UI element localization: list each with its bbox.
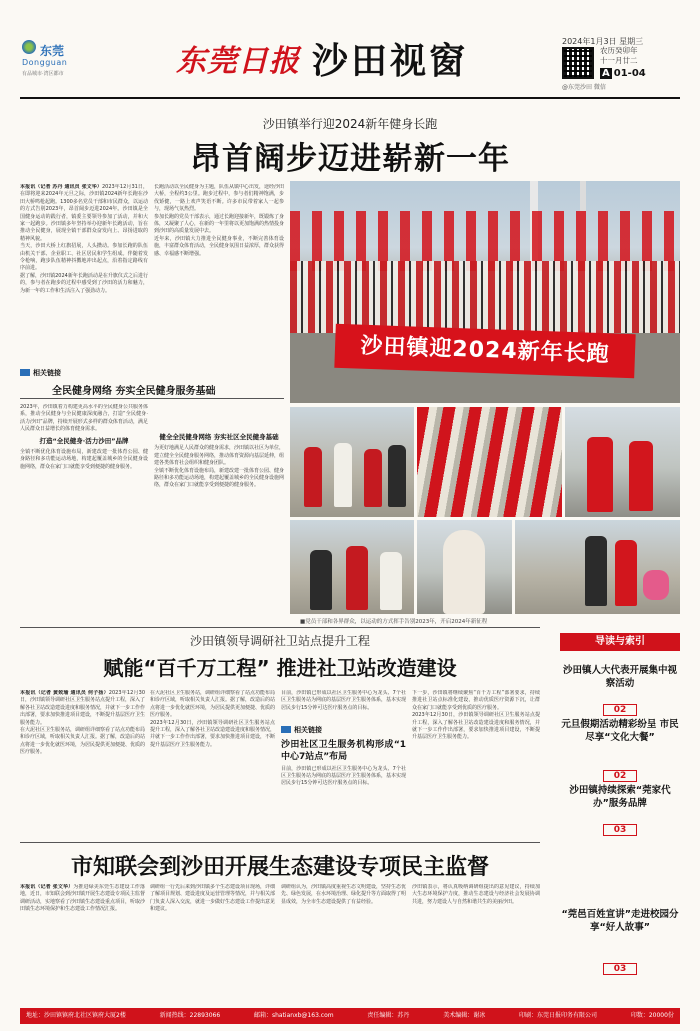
sidebar-item-3[interactable]: 沙田镇持续探索“莞家代办”服务品牌: [569, 785, 671, 809]
edition-pages: 01-04: [613, 68, 646, 79]
sidebar-page-3[interactable]: [560, 817, 680, 836]
section2-text-3b: 目前，沙田镇已形成以社区卫生服务中心为龙头、7个社区卫生服务站为网底的基层医疗卫生服务体系，基本实现居民步行15分钟可达医疗服务点的目标。: [281, 765, 406, 787]
section2-byline: 本报讯（记者 黄致瑜 通讯员 何子扬）: [20, 690, 109, 696]
tag-marker-icon: [281, 726, 291, 733]
section2-text-4b: 2023年12月30日，沙田镇领导调研社区卫生服务站点提升工程，深入了解各社卫站改造建设进度和服务情况，并就下一步工作作出部署，要求加快推进项目建设，不断提升基层医疗卫生服务能力。: [412, 712, 540, 741]
runner-figure: [615, 540, 637, 606]
section2-kicker: 沙田镇领导调研社卫站点提升工程: [189, 634, 370, 648]
photo-stroller-runners: [515, 520, 680, 614]
logo-en: Dongguan: [22, 58, 68, 67]
sidebar-page-2[interactable]: [560, 763, 680, 782]
runner-figure: [443, 530, 485, 614]
section2-column-3: [281, 690, 406, 830]
runner-figure: [380, 552, 402, 610]
section2-subhead: 沙田社区卫生服务机构形成“1中心7站点”布局: [281, 739, 406, 762]
sidebar-page-1[interactable]: [560, 697, 680, 716]
lunar-day: 十一月廿二: [600, 56, 638, 65]
lead-photo: [290, 181, 680, 403]
section2-text-1: 2023年12月30日，沙田镇领导调研社区卫生服务站点提升工程，深入了解各社卫站改造建设进度和服务情况，并就下一步工作作出部署，要求加快推进项目建设，不断提升基层医疗卫生服务能力。: [20, 690, 145, 726]
section3-text-3: 调研组认为，沙田镇高度重视生态文明建设，坚持生态优先、绿色发展，在水环境治理、绿化提升等方面取得了明显成效，为全市生态建设提供了有益经验。: [281, 884, 406, 905]
runner-figure: [304, 447, 322, 507]
section3-column-1: [20, 884, 145, 1002]
wechat-handle: @东莞沙田 微信: [562, 84, 606, 91]
lead-text-2: 长跑活动以全民健身为主题，队伍从镇中心出发，途经沙田大桥，全程约3公里。跑步过程中，参与者们精神饱满，步伐矫健，一路上欢声笑语不断。许多市民带着家人一起参与，现场气氛热烈。: [154, 184, 284, 213]
related-column-1: [20, 404, 148, 614]
qr-code-icon[interactable]: [562, 47, 594, 79]
section2-column-2: [150, 690, 275, 830]
lunar-date: [600, 46, 638, 66]
lunar-year: 农历癸卯年: [600, 46, 638, 55]
footer-bar: [20, 1008, 680, 1024]
runner-figure: [587, 437, 613, 512]
section3-headline: 市知联会到沙田开展生态建设专项民主监督: [70, 855, 489, 880]
footer-email[interactable]: 邮箱：shatianxb@163.com: [253, 1012, 334, 1019]
sidebar-page-4[interactable]: [560, 956, 680, 975]
section2-text-2b: 在大泥社区卫生服务站，调研组详细察看了站点功能布局和诊疗区域，听取相关负责人汇报。据了解，改造后的站点将进一步优化就医环境，为居民提供更加便捷、优质的医疗服务。: [150, 690, 275, 719]
paper-name: 东莞日报: [176, 44, 300, 79]
lead-kicker: 沙田镇举行迎2024新年健身长跑: [262, 117, 438, 131]
footer-phone: 新闻热线：22893066: [159, 1012, 221, 1019]
sidebar-item-4[interactable]: “莞邑百姓宣讲”走进校园分享“好人故事”: [561, 909, 679, 933]
related-text-4: 全镇不断优化体育设施布局，新建改建一批体育公园、健身路径和多功能运动场地，构建起覆盖城乡的全民健身设施网络，群众在家门口就能享受到便捷的健身服务。: [154, 467, 284, 489]
lead-text-1b: 当天，沙田大桥上红旗招展，人头攒动。参加长跑的队伍由机关干部、企业职工、社区居民和学生组成。伴随着发令枪响，跑步队伍精神抖擞地冲出起点，沿着指定路线有序前进。: [20, 243, 148, 272]
section2-text-2: 在大泥社区卫生服务站，调研组详细察看了站点功能布局和诊疗区域，听取相关负责人汇报。据了解，改造后的站点将进一步优化就医环境，为居民提供更加便捷、优质的医疗服务。: [20, 727, 145, 756]
lead-column-2: [154, 184, 284, 364]
runner-figure: [334, 443, 352, 507]
related-text-2: 全镇不断优化体育设施布局，新建改建一批体育公园、健身路径和多功能运动场地，构建起覆盖城乡的全民健身设施网络，群众在家门口就能享受到便捷的健身服务。: [20, 449, 148, 470]
section2-tag: [281, 726, 406, 734]
photo-woman-runner: [417, 520, 512, 614]
photo-waving-runners: [290, 520, 414, 614]
section3-byline: 本报讯（记者 张文华）: [20, 884, 74, 890]
runner-figure: [388, 445, 406, 507]
logo-tagline: 有品城市·湾区都市: [22, 71, 64, 77]
section2-text-1b: 2023年12月30日，沙田镇领导调研社区卫生服务站点提升工程，深入了解各社卫站改造建设进度和服务情况，并就下一步工作作出部署，要求加快推进项目建设，不断提升基层医疗卫生服务能力。: [150, 719, 275, 748]
related-tag-label: 相关链接: [33, 369, 61, 377]
footer-printer: 印刷：东莞日报印务有限公司: [519, 1012, 598, 1019]
lead-text-2b: 参加长跑的党员干部表示，通过长跑迎接新年，既锻炼了身体，又凝聚了人心，在新的一年里将以更加饱满的热情投身到沙田的高质量发展中去。: [154, 213, 284, 235]
sidebar-title: 导读与索引: [560, 633, 680, 651]
page-badge[interactable]: 02: [603, 704, 638, 716]
related-rule: [20, 398, 284, 399]
lead-byline: 本报讯（记者 苏丹 通讯员 张文华）: [20, 184, 102, 190]
section2-tag-label: 相关链接: [294, 726, 322, 735]
page-badge[interactable]: 03: [603, 824, 638, 836]
section2-text-3: 目前，沙田镇已形成以社区卫生服务中心为龙头、7个社区卫生服务站为网底的基层医疗卫生服务体系，基本实现居民步行15分钟可达医疗服务点的目标。: [281, 690, 406, 711]
runner-figure: [310, 550, 332, 610]
photo-two-runners: [565, 407, 680, 517]
stroller: [643, 570, 669, 600]
tag-marker-icon: [20, 369, 30, 376]
footer-editor: 责任编辑：苏丹: [367, 1012, 410, 1019]
section3-column-3: [281, 884, 406, 1002]
section2-headline: 赋能“百千万工程” 推进社卫站改造建设: [103, 656, 457, 680]
related-minihead-1: 打造“全民健身·活力沙田”品牌: [39, 436, 129, 445]
new-year-banner: 沙田镇迎2024新年长跑: [334, 324, 635, 378]
photo-caption: ■党员干部和各界群众，以运动的方式挥手告别2023年，开启2024年新征程: [300, 619, 488, 625]
runner-figure: [585, 536, 607, 606]
lead-text-1c: 据了解，沙田镇2024新年长跑活动是在升旗仪式之后进行的，参与者在跑步的过程中感受到了沙田的活力和魅力，为新一年的工作和生活注入了强劲动力。: [20, 272, 148, 294]
footer-address: 地址：沙田镇镇府北社区镇府大厦2楼: [26, 1012, 126, 1019]
related-headline: 全民健身网络 夯实全民健身服务基础: [52, 386, 216, 397]
photo-flag-bearers: [417, 407, 562, 517]
edition-letter: A: [602, 68, 610, 79]
page-badge[interactable]: 02: [603, 770, 638, 782]
page-badge[interactable]: 03: [603, 963, 638, 975]
footer-copies: 印数：20000份: [630, 1012, 674, 1019]
logo-cn: 东莞: [40, 44, 65, 58]
masthead-divider: [20, 97, 680, 99]
lead-text-1: 2023年12月31日，在即将迎来2024年元旦之际，沙田镇2024新年长跑在沙田大桥鸣枪起跑。1300多名党员干部和市民群众，以运动的方式告别2023年，昂首阔步迈进2024年。沙田镇是全国健身运动的践行者，镇委主要领导参加了活动，并和大家一起跑步。沙田镇多年坚持举办迎新年长跑活动，旨在推动全民健身，展现全镇干部群众奋发向上、昂扬进取的精神风貌。: [20, 184, 148, 242]
lead-headline: 昂首阔步迈进崭新一年: [190, 141, 510, 177]
footer-art-editor: 美术编辑：谢冰: [443, 1012, 486, 1019]
related-minihead-2: 健全全民健身网络 夯实社区全民健身基础: [159, 433, 279, 441]
runner-figure: [364, 449, 382, 507]
related-text-1: 2023年，沙田镇着力构建更高水平的全民健身公共服务体系，推动全民健身与全民健康深度融合，打造“全民健身·活力沙田”品牌，持续开展形式多样的群众体育活动，满足人民群众日益增长的体育健身需求。: [20, 404, 148, 433]
runner-figure: [346, 546, 368, 610]
section3-column-4: [412, 884, 540, 1002]
section-name: 沙田视窗: [312, 41, 469, 82]
lead-text-2c: 近年来，沙田镇大力推进全民健身事业，不断完善体育设施，丰富群众体育活动，全民健身氛围日益浓厚，群众获得感、幸福感不断增强。: [154, 235, 284, 257]
logo: [22, 40, 36, 54]
section3-text-2: 调研组一行先后来到沙田镇多个生态建设项目现场，详细了解项目规划、建设进度及运营管理等情况，并与相关部门负责人深入交流，就进一步做好生态建设工作提出意见和建议。: [150, 884, 275, 913]
section2-text-4: 下一步，沙田镇将继续聚焦“百千万工程”部署要求，持续推进社卫站点标准化建设，推动优质医疗资源下沉，让群众在家门口就能享受到优质的医疗服务。: [412, 690, 540, 711]
section3-text-4: 沙田镇表示，将认真吸纳调研组提出的意见建议，持续加大生态环境保护力度，推动生态建设与经济社会发展协调共进，努力建设人与自然和谐共生的美丽沙田。: [412, 884, 540, 905]
related-column-2: [154, 404, 284, 614]
section3-column-2: [150, 884, 275, 1002]
section3-text-1: 为推进绿美东莞生态建设工作落地，近日，市知联会到沙田镇开展生态建设专项民主监督调研活动，实地察看了沙田镇生态建设重点项目，听取沙田镇生态环境保护和生态建设工作情况汇报。: [20, 884, 145, 913]
lead-column-1: [20, 184, 148, 364]
related-text-3: 为更好地满足人民群众的健身需求，沙田镇以社区为单位，建立健全全民健身服务网络，推动体育资源向基层延伸，组建各类体育社会组织和健身团队。: [154, 445, 284, 467]
related-tag: [20, 368, 61, 378]
section3-top-rule: [20, 842, 540, 843]
section2-top-rule: [20, 627, 540, 628]
photo-runners-flags: [290, 407, 414, 517]
section2-column-4: [412, 690, 540, 830]
runner-figure: [629, 441, 653, 511]
section2-column-1: [20, 690, 145, 830]
sidebar-item-1[interactable]: 沙田镇人大代表开展集中视察活动: [562, 665, 677, 689]
issue-date: 2024年1月3日 星期三: [562, 37, 644, 46]
edition-number: [600, 68, 646, 79]
sidebar-item-2[interactable]: 元旦假期活动精彩纷呈 市民尽享“文化大餐”: [561, 719, 679, 743]
